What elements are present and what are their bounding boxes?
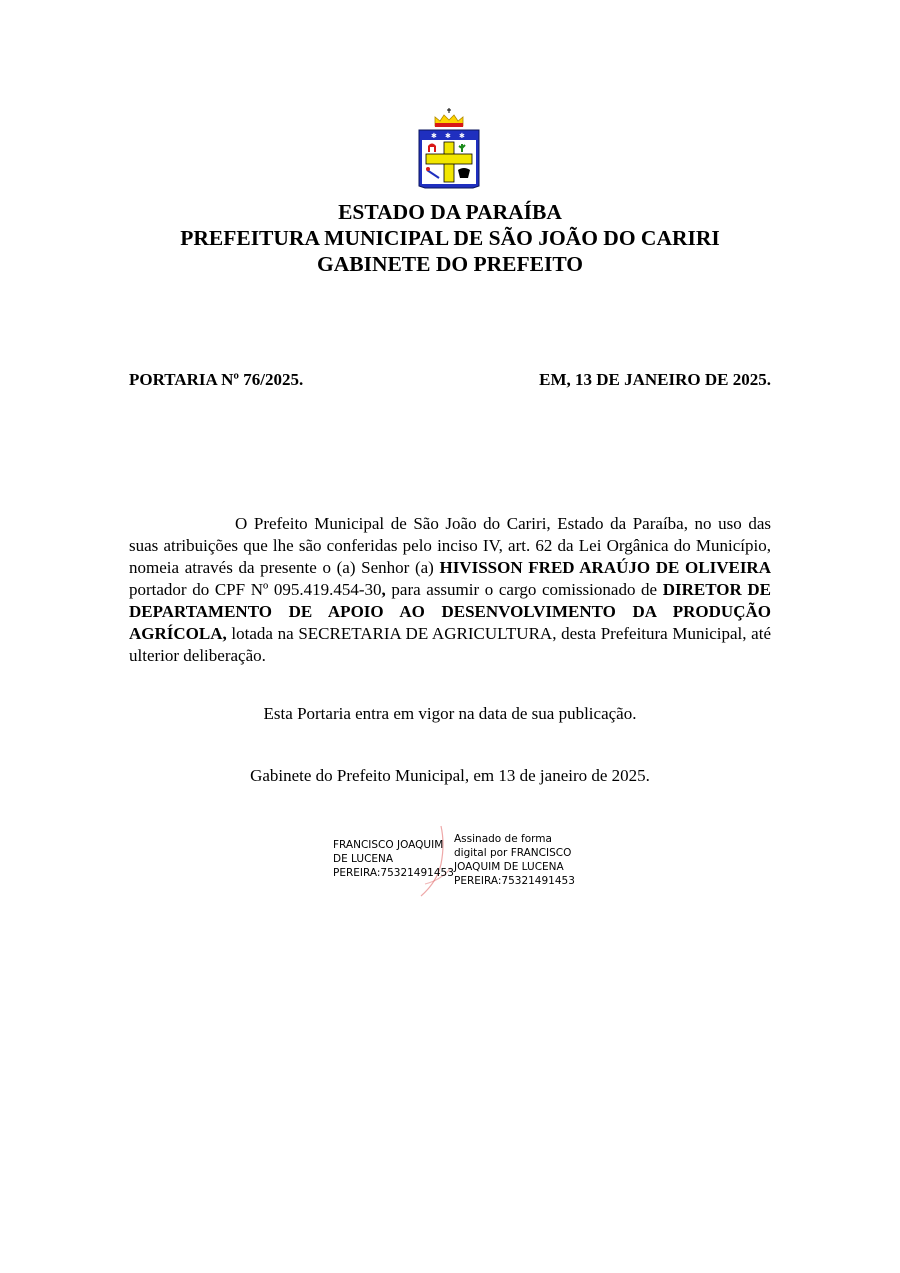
statement-line-1: Assinado de forma [454,833,552,845]
svg-text:✱: ✱ [431,132,437,140]
closing-paragraph: Gabinete do Prefeito Municipal, em 13 de janeiro de 2025. [250,766,650,785]
paragraph-intro: O Prefeito Municipal de São João do Cariri, Estado da Paraíba, no uso das suas atribuições que lhe são conferidas pelo inciso IV, art. 62 da Lei Orgânica do Município, nomeia através da presente o (a) Senhor (a) [129,514,771,577]
position-title: DIRETOR DE DEPARTAMENTO DE APOIO AO DESENVOLVIMENTO DA PRODUÇÃO AGRÍCOLA, [129,580,772,643]
signer-line-1: FRANCISCO JOAQUIM [333,839,444,851]
document-header [0,199,900,277]
signer-line-3: PEREIRA:75321491453 [333,867,454,879]
state-title: ESTADO DA PARAÍBA [338,200,562,224]
statement-line-4: PEREIRA:75321491453 [454,875,575,887]
portaria-date: EM, 13 DE JANEIRO DE 2025. [539,370,771,389]
statement-line-2: digital por FRANCISCO [454,847,572,859]
signature-statement-block [454,832,594,888]
cpf-text: portador do CPF Nº 095.419.454-30 [129,580,382,599]
signer-line-2: DE LUCENA [333,853,394,865]
digital-signature [333,830,593,900]
svg-text:✱: ✱ [445,132,451,140]
crown-icon [435,108,463,127]
position-intro: para assumir o cargo comissionado de [385,580,663,599]
cpf-comma: , [381,580,386,599]
paragraph-ending: lotada na SECRETARIA DE AGRICULTURA, desta Prefeitura Municipal, até ulterior deliberação. [129,624,771,665]
portaria-number: PORTARIA Nº 76/2025. [129,370,304,389]
signer-name-block [333,838,453,880]
office-title: GABINETE DO PREFEITO [316,252,584,276]
shield-icon [419,130,479,188]
appointment-paragraph [129,513,771,667]
svg-text:✱: ✱ [459,132,465,140]
effective-date-paragraph: Esta Portaria entra em vigor na data de sua publicação. [263,704,637,723]
municipality-title: PREFEITURA MUNICIPAL DE SÃO JOÃO DO CARIRI [180,226,720,250]
coat-of-arms-icon [413,108,485,194]
statement-line-3: JOAQUIM DE LUCENA [454,861,564,873]
appointee-name: HIVISSON FRED ARAÚJO DE OLIVEIRA [439,558,771,577]
